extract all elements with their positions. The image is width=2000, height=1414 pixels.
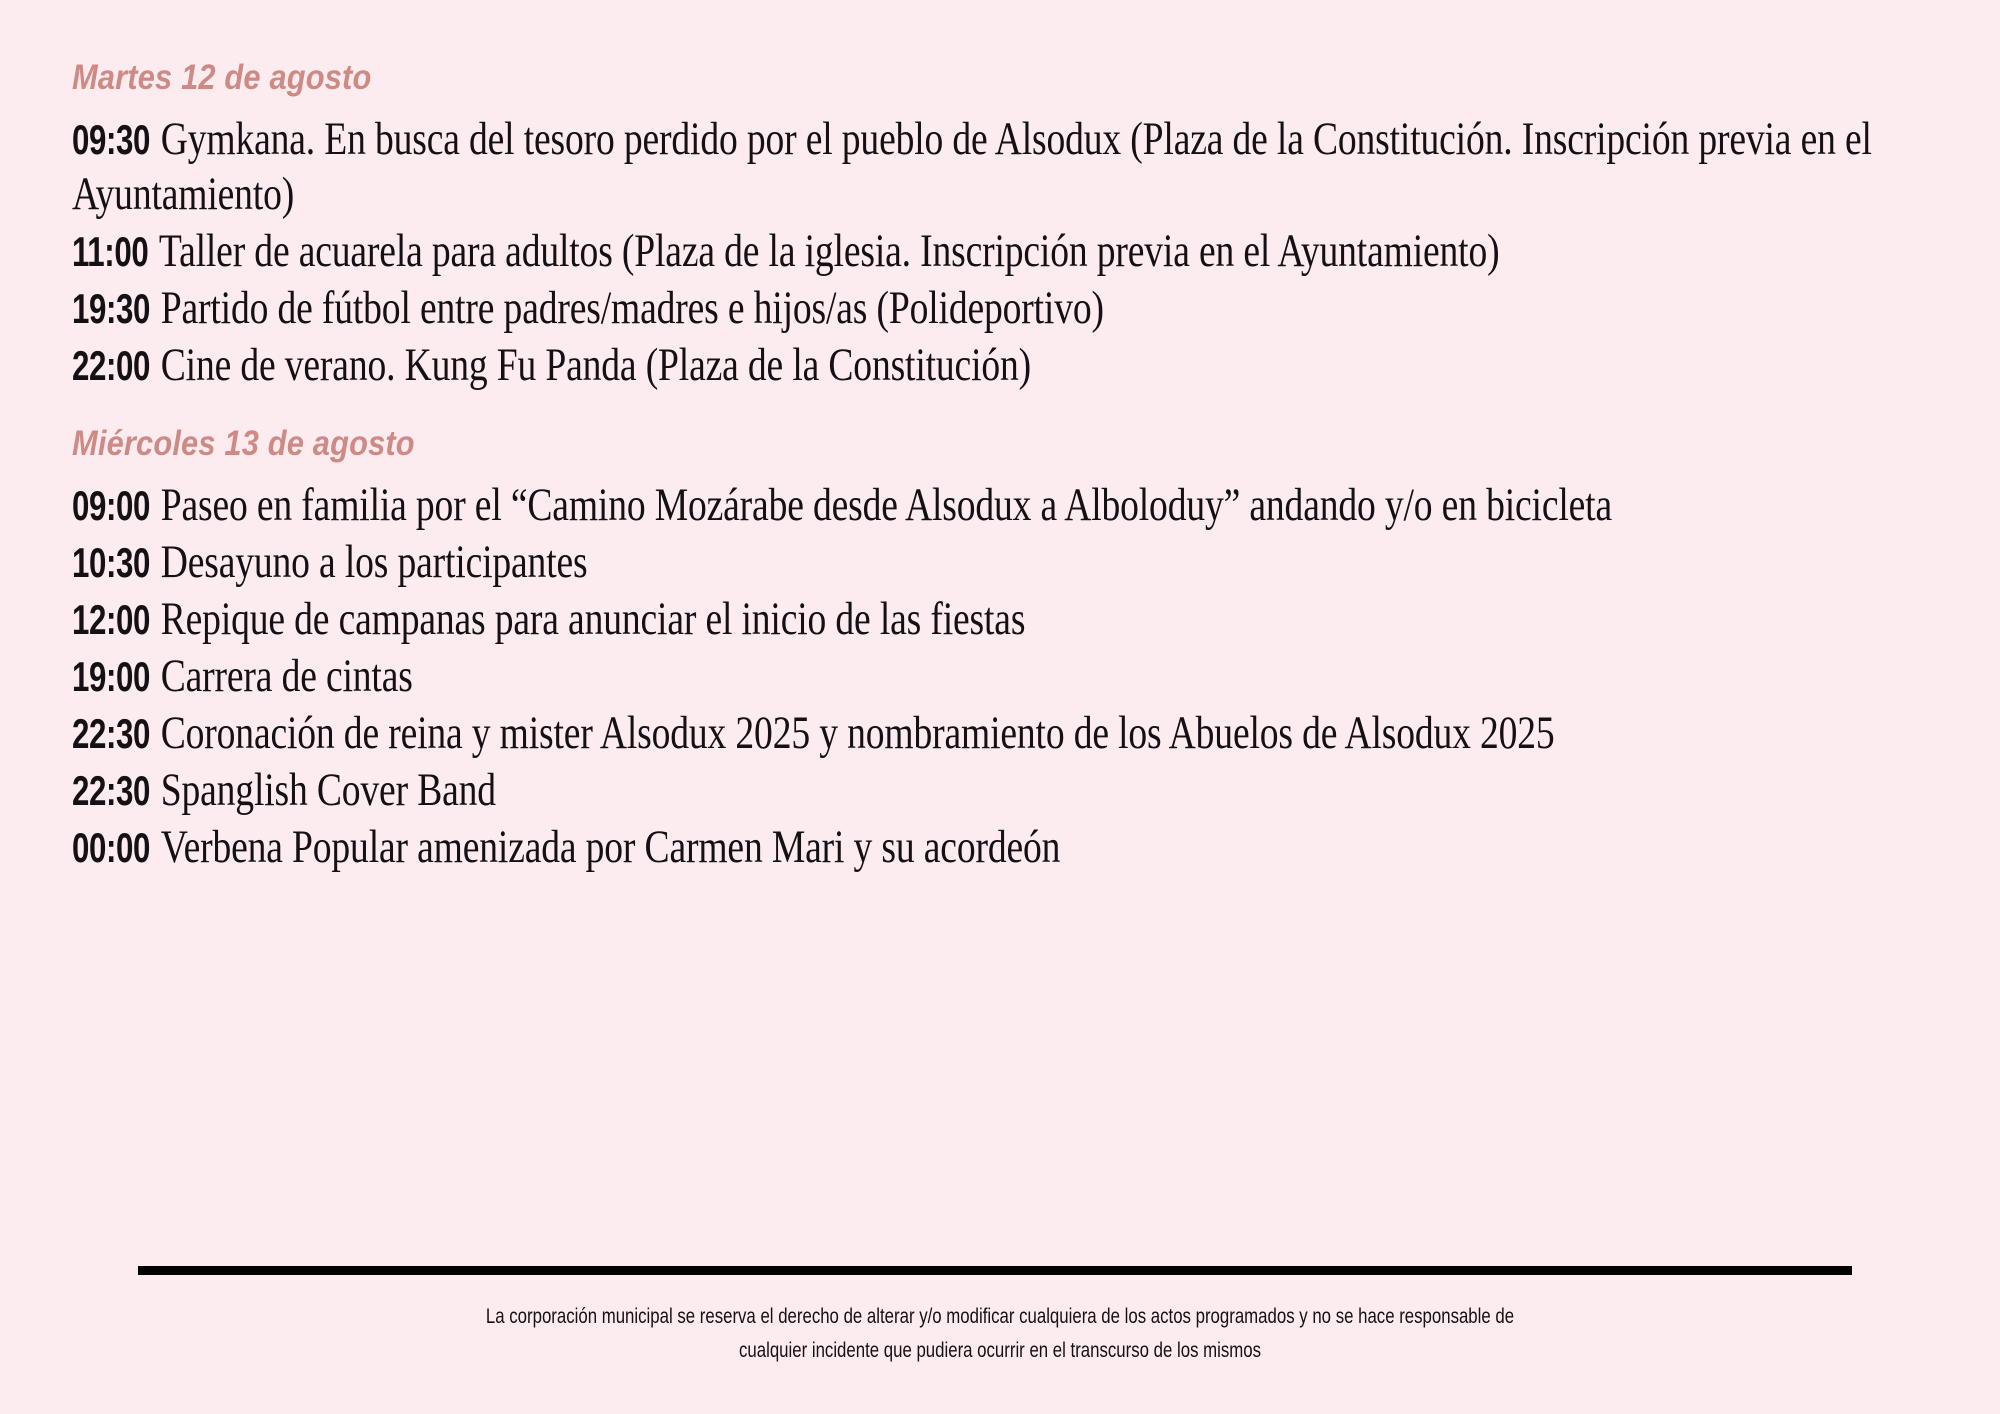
event-item [72, 338, 1972, 393]
event-description: Spanglish Cover Band [160, 763, 496, 816]
event-item [72, 763, 1972, 818]
event-time: 22:30 [72, 766, 151, 814]
event-time: 11:00 [72, 227, 149, 275]
event-item [72, 706, 1972, 761]
day-heading-martes: Martes 12 de agosto [72, 58, 372, 97]
event-time: 09:30 [72, 116, 151, 163]
event-description: Taller de acuarela para adultos (Plaza de la iglesia. Inscripción previa en el Ayuntamiento) [158, 224, 1500, 277]
event-item [72, 592, 1972, 647]
schedule-list-martes [72, 112, 1972, 393]
event-time: 22:30 [72, 709, 151, 757]
event-item [72, 478, 1972, 533]
day-section-martes [72, 58, 1972, 395]
footer [0, 1266, 2000, 1368]
footer-divider [138, 1266, 1852, 1275]
event-time: 00:00 [72, 823, 151, 871]
event-item [72, 649, 1972, 704]
event-description: Partido de fútbol entre padres/madres e hijos/as (Polideportivo) [160, 281, 1104, 334]
event-time: 12:00 [72, 595, 151, 643]
day-section-miercoles [72, 424, 1972, 877]
schedule-list-miercoles [72, 478, 1972, 875]
event-description: Desayuno a los participantes [160, 535, 588, 588]
event-description: Coronación de reina y mister Alsodux 2025 y nombramiento de los Abuelos de Alsodux 2025 [160, 706, 1555, 759]
event-description: Paseo en familia por el “Camino Mozárabe desde Alsodux a Alboloduy” andando y/o en bicicleta [160, 479, 1612, 531]
event-item [72, 535, 1972, 590]
event-item [72, 224, 1972, 279]
footer-disclaimer [440, 1300, 1560, 1368]
event-description: Carrera de cintas [160, 649, 413, 702]
event-description: Gymkana. En busca del tesoro perdido por el pueblo de Alsodux (Plaza de la Constitución. Inscripción previa en el Ayuntamiento) [72, 113, 1872, 220]
event-description: Verbena Popular amenizada por Carmen Mari y su acordeón [160, 820, 1061, 873]
day-heading-miercoles: Miércoles 13 de agosto [72, 424, 415, 463]
event-time: 22:00 [72, 341, 151, 389]
event-time: 10:30 [72, 538, 151, 586]
event-time: 19:30 [72, 284, 151, 332]
footer-disclaimer-line-2: cualquier incidente que pudiera ocurrir en el transcurso de los mismos [739, 1339, 1261, 1363]
event-item [72, 112, 1972, 222]
event-time: 19:00 [72, 652, 151, 700]
event-description: Cine de verano. Kung Fu Panda (Plaza de la Constitución) [160, 338, 1032, 391]
event-item [72, 820, 1972, 875]
event-description: Repique de campanas para anunciar el inicio de las fiestas [160, 592, 1026, 645]
footer-disclaimer-line-1: La corporación municipal se reserva el derecho de alterar y/o modificar cualquiera de los actos programados y no se hace responsable de [485, 1305, 1515, 1328]
event-time: 09:00 [72, 482, 151, 529]
event-item [72, 281, 1972, 336]
